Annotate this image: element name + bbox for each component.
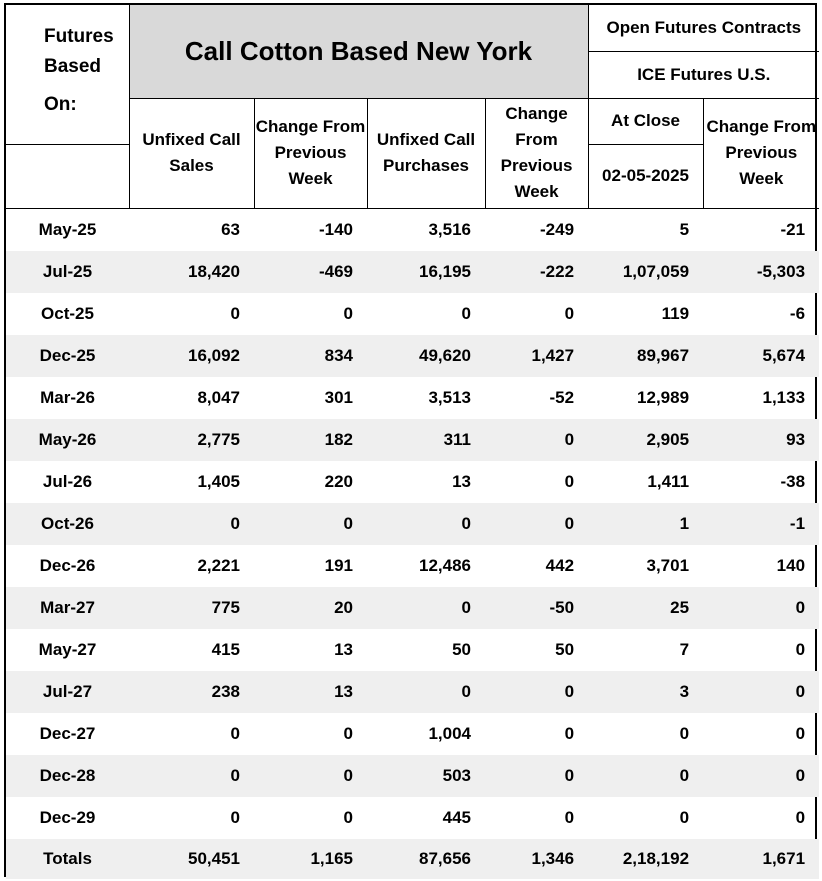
- purchases-change: -52: [549, 387, 575, 407]
- purchases-change: 0: [564, 807, 575, 827]
- open-contracts: 0: [679, 723, 690, 743]
- open-contracts: 0: [679, 807, 690, 827]
- unfixed-purchases: 0: [367, 587, 485, 629]
- open-change: 1,133: [762, 387, 806, 407]
- purchases-change: -249: [485, 208, 588, 251]
- open-change: -1: [703, 503, 819, 545]
- unfixed-sales: 2,221: [197, 555, 240, 575]
- open-contracts: 12,989: [637, 387, 690, 407]
- open-change: 1,671: [703, 839, 819, 879]
- table-row: [6, 377, 819, 419]
- page-title: Call Cotton Based New York: [129, 5, 588, 98]
- open-contracts: 1,411: [647, 471, 690, 491]
- unfixed-purchases: 1,004: [428, 723, 471, 743]
- table-row: [6, 293, 819, 335]
- sales-change: 0: [254, 503, 367, 545]
- table-row: [6, 671, 819, 713]
- open-contracts: 7: [679, 639, 690, 659]
- sales-change: 0: [254, 755, 367, 797]
- unfixed-purchases: 0: [367, 671, 485, 713]
- unfixed-sales: 0: [230, 303, 240, 323]
- month-label: Dec-29: [39, 807, 96, 827]
- month-label: Dec-27: [39, 723, 96, 743]
- table-row: [6, 335, 819, 377]
- table-row: [6, 545, 819, 587]
- unfixed-sales: 16,092: [129, 335, 254, 377]
- sales-change: 13: [334, 639, 353, 659]
- table-row: [6, 419, 819, 461]
- unfixed-sales: 0: [129, 755, 254, 797]
- open-contracts: 1: [588, 503, 703, 545]
- report-table: [6, 5, 819, 879]
- unfixed-purchases: 16,195: [367, 251, 485, 293]
- sales-change: -469: [254, 251, 367, 293]
- open-change: 0: [795, 723, 806, 743]
- unfixed-purchases: 445: [442, 807, 471, 827]
- table-row: [6, 713, 819, 755]
- month-label: Mar-27: [6, 587, 129, 629]
- open-change: 0: [703, 587, 819, 629]
- unfixed-purchases: 12,486: [419, 555, 471, 575]
- sales-change: 1,165: [254, 839, 367, 879]
- table-row: [6, 629, 819, 671]
- close-date: 02-05-2025: [588, 144, 703, 208]
- unfixed-purchases: 0: [461, 303, 471, 323]
- unfixed-sales: 18,420: [129, 251, 254, 293]
- unfixed-purchases: 50: [452, 639, 471, 659]
- purchases-change: 0: [485, 419, 588, 461]
- month-label: Oct-26: [6, 503, 129, 545]
- sales-change: 191: [324, 555, 353, 575]
- month-label: May-27: [38, 639, 97, 659]
- unfixed-purchases: 49,620: [367, 335, 485, 377]
- month-label: Dec-25: [6, 335, 129, 377]
- col-header-at-close: At Close: [588, 98, 703, 144]
- unfixed-purchases: 503: [367, 755, 485, 797]
- open-contracts: 89,967: [588, 335, 703, 377]
- open-contracts: 0: [588, 755, 703, 797]
- col-header-unfixed-sales: Unfixed Call Sales: [129, 98, 254, 208]
- futures-based-on-label: Futures Based On:: [6, 5, 129, 144]
- unfixed-sales: 0: [230, 723, 240, 743]
- open-contracts: 1,07,059: [588, 251, 703, 293]
- month-label: Jul-27: [6, 671, 129, 713]
- open-contracts-heading: Open Futures Contracts: [588, 5, 819, 51]
- purchases-change: 0: [564, 471, 575, 491]
- purchases-change: 0: [564, 723, 575, 743]
- purchases-change: -222: [485, 251, 588, 293]
- cotton-call-report: [4, 3, 817, 877]
- open-change: -6: [789, 303, 806, 323]
- month-label: Dec-26: [39, 555, 96, 575]
- open-change: 0: [795, 639, 806, 659]
- unfixed-purchases: 0: [367, 503, 485, 545]
- open-contracts: 119: [661, 303, 690, 323]
- open-change: -5,303: [703, 251, 819, 293]
- purchases-change: 442: [545, 555, 575, 575]
- unfixed-purchases: 3,513: [428, 387, 471, 407]
- open-change: 93: [703, 419, 819, 461]
- purchases-change: 1,346: [485, 839, 588, 879]
- table-row: [6, 503, 819, 545]
- sales-change: 220: [324, 471, 353, 491]
- sales-change: 0: [343, 723, 353, 743]
- open-change: -21: [703, 208, 819, 251]
- purchases-change: 1,427: [485, 335, 588, 377]
- open-contracts: 2,905: [588, 419, 703, 461]
- unfixed-sales: 50,451: [129, 839, 254, 879]
- col-header-unfixed-purchases: Unfixed Call Purchases: [367, 98, 485, 208]
- month-label: Jul-26: [42, 471, 93, 491]
- sales-change: 0: [343, 807, 353, 827]
- open-contracts: 3,701: [646, 555, 690, 575]
- table-row: [6, 208, 819, 251]
- sales-change: 182: [254, 419, 367, 461]
- open-change: 0: [703, 671, 819, 713]
- sales-change: -140: [254, 208, 367, 251]
- open-change: 0: [795, 807, 806, 827]
- table-row: [6, 461, 819, 503]
- month-label: Jul-25: [6, 251, 129, 293]
- table-row: [6, 797, 819, 839]
- month-label: Oct-25: [41, 303, 94, 323]
- unfixed-purchases: 3,516: [367, 208, 485, 251]
- unfixed-purchases: 13: [452, 471, 471, 491]
- unfixed-sales: 63: [129, 208, 254, 251]
- totals-row: [6, 839, 819, 879]
- month-label: May-26: [6, 419, 129, 461]
- open-change: 5,674: [703, 335, 819, 377]
- open-change: 140: [776, 555, 806, 575]
- purchases-change: -50: [485, 587, 588, 629]
- table-row: [6, 251, 819, 293]
- col-header-change-sales: Change From Previous Week: [254, 98, 367, 208]
- unfixed-sales: 238: [129, 671, 254, 713]
- purchases-change: 0: [485, 755, 588, 797]
- unfixed-sales: 775: [129, 587, 254, 629]
- table-row: [6, 587, 819, 629]
- unfixed-purchases: 311: [367, 419, 485, 461]
- unfixed-sales: 1,405: [197, 471, 240, 491]
- sales-change: 20: [254, 587, 367, 629]
- table-row: [6, 755, 819, 797]
- sales-change: 301: [324, 387, 353, 407]
- data-rows: [6, 208, 819, 879]
- month-label: Totals: [6, 839, 129, 879]
- unfixed-sales: 0: [129, 503, 254, 545]
- sales-change: 0: [343, 303, 353, 323]
- month-label: Dec-28: [6, 755, 129, 797]
- purchases-change: 50: [555, 639, 575, 659]
- open-contracts: 5: [588, 208, 703, 251]
- sales-change: 13: [254, 671, 367, 713]
- open-change: -38: [780, 471, 806, 491]
- purchases-change: 0: [564, 303, 575, 323]
- month-label: Mar-26: [40, 387, 95, 407]
- col-header-change-purchases: Change From Previous Week: [485, 98, 588, 208]
- sales-change: 834: [254, 335, 367, 377]
- exchange-label: ICE Futures U.S.: [588, 51, 819, 98]
- open-contracts: 25: [588, 587, 703, 629]
- open-change: 0: [703, 755, 819, 797]
- open-contracts: 3: [588, 671, 703, 713]
- unfixed-sales: 8,047: [197, 387, 240, 407]
- unfixed-sales: 0: [230, 807, 240, 827]
- unfixed-sales: 415: [211, 639, 240, 659]
- col-header-change-open: Change From Previous Week: [703, 98, 819, 208]
- purchases-change: 0: [485, 671, 588, 713]
- month-label: May-25: [6, 208, 129, 251]
- unfixed-sales: 2,775: [129, 419, 254, 461]
- open-contracts: 2,18,192: [588, 839, 703, 879]
- spacer-cell: [6, 144, 129, 208]
- purchases-change: 0: [485, 503, 588, 545]
- unfixed-purchases: 87,656: [367, 839, 485, 879]
